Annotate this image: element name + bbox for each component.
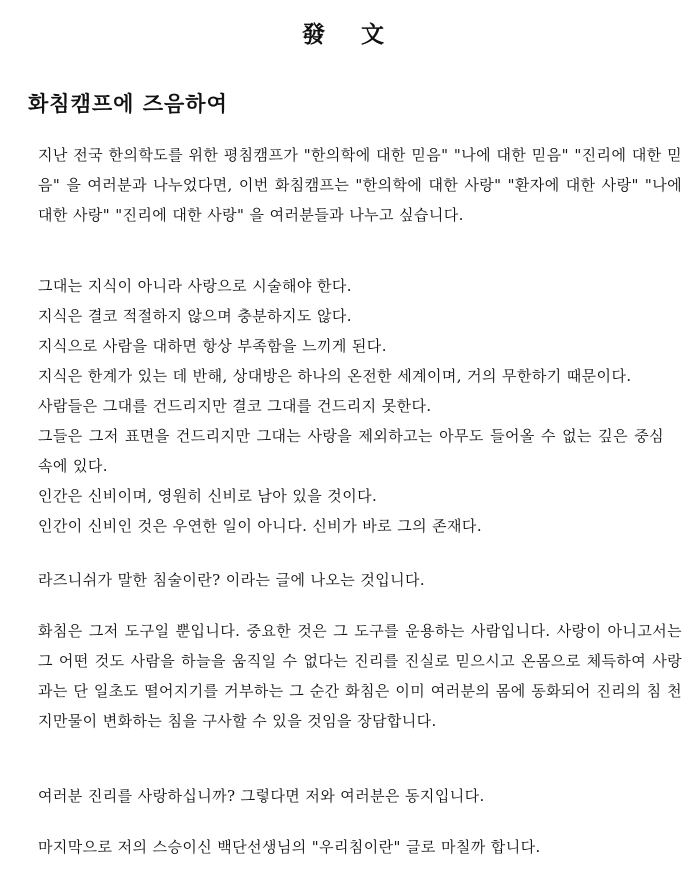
paragraph-source: 라즈니쉬가 말한 침술이란? 이라는 글에 나오는 것입니다.: [38, 571, 426, 589]
paragraph-hwachim: 화침은 그저 도구일 뿐입니다. 중요한 것은 그 도구를 운용하는 사람입니다. 사랑이 아니고서는 그 어떤 것도 사람을 하늘을 움직일 수 없다는 진리를 진실로 믿으시고 온몸으로 체득하여 사랑과는 단 일초도 떨어지기를 거부하는 그 순간 화침은 이미 여러분의 몸에 동화되어 진리의 침 천지만물이 변화하는 침을 구사할 수 있을 것임을 장담합니다.: [38, 622, 682, 730]
paragraph-quote: [20, 271, 664, 541]
quote-line: 지식으로 사람을 대하면 항상 부족함을 느끼게 된다.: [38, 337, 387, 355]
paragraph-intro: 지난 전국 한의학도를 위한 평침캠프가 "한의학에 대한 믿음" "나에 대한 믿음" "진리에 대한 믿음" 을 여러분과 나누었다면, 이번 화침캠프는 "한의학에 대한 사랑" "환자에 대한 사랑" "나에 대한 사랑" "진리에 대한 사랑" 을 여러분들과 나누고 싶습니다.: [38, 146, 682, 224]
paragraph-closing: 마지막으로 저의 스승이신 백단선생님의 "우리침이란" 글로 마칠까 합니다.: [38, 838, 541, 856]
quote-line: 그대는 지식이 아니라 사랑으로 시술해야 한다.: [38, 277, 352, 295]
document-subtitle: 화침캠프에 즈음하여: [28, 91, 228, 116]
quote-line: 그들은 그저 표면을 건드리지만 그대는 사랑을 제외하고는 아무도 들어올 수 없는 깊은 중심 속에 있다.: [38, 427, 664, 475]
quote-line: 인간이 신비인 것은 우연한 일이 아니다. 신비가 바로 그의 존재다.: [38, 517, 482, 535]
document-title: 發 文: [301, 21, 398, 48]
quote-line: 지식은 한계가 있는 데 반해, 상대방은 하나의 온전한 세계이며, 거의 무한하기 때문이다.: [38, 367, 632, 385]
paragraph-comrades: 여러분 진리를 사랑하십니까? 그렇다면 저와 여러분은 동지입니다.: [38, 787, 485, 805]
quote-line: 사람들은 그대를 건드리지만 결코 그대를 건드리지 못한다.: [38, 397, 432, 415]
quote-line: 지식은 결코 적절하지 않으며 충분하지도 않다.: [38, 307, 352, 325]
quote-line: 인간은 신비이며, 영원히 신비로 남아 있을 것이다.: [38, 487, 378, 505]
